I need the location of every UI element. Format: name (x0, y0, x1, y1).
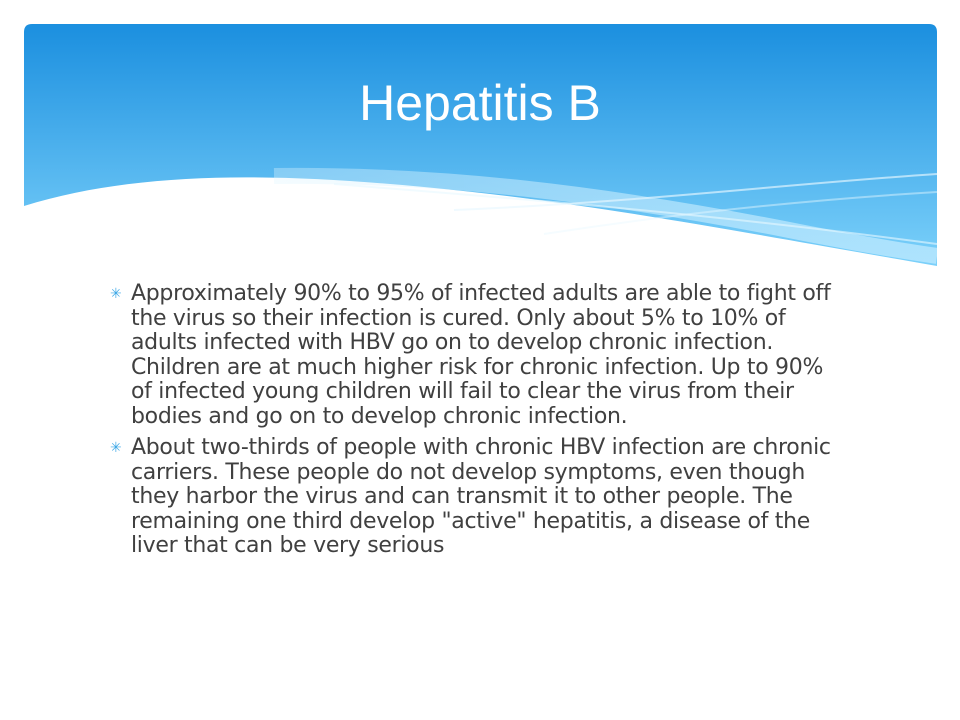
bullet-text: About two-thirds of people with chronic HBV infection are chronic carriers. These people do not develop symptoms, even though they harbor the virus and can transmit it to other people. The remaining one third develop "active" hepatitis, a disease of the liver that can be very serious (131, 435, 831, 558)
header-banner (24, 24, 937, 274)
header-wave-graphic (24, 24, 937, 274)
bullet-list (110, 282, 850, 559)
slide-title: Hepatitis B (359, 75, 601, 131)
asterisk-bullet-icon: ✳ (110, 286, 122, 302)
bullet-item (110, 282, 850, 429)
bullet-item (110, 436, 850, 559)
slide-content (110, 282, 850, 566)
asterisk-bullet-icon: ✳ (110, 440, 122, 456)
bullet-text: Approximately 90% to 95% of infected adults are able to fight off the virus so their infection is cured. Only about 5% to 10% of adults infected with HBV go on to develop chronic infection. Children are at much higher risk for chronic infection. Up to 90% of infected young children will fail to clear the virus from their bodies and go on to develop chronic infection. (131, 281, 831, 429)
